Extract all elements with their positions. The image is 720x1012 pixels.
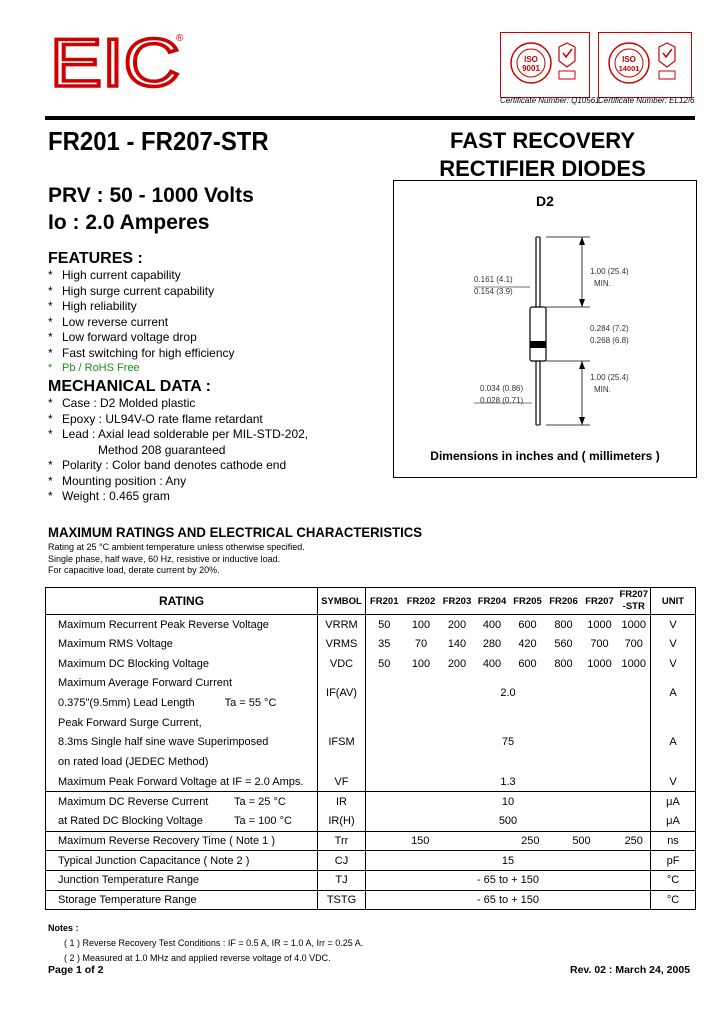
col-symbol: SYMBOL — [318, 588, 366, 615]
key-specs — [48, 182, 254, 236]
list-item: * High current capability — [48, 268, 181, 282]
col-fr207: FR207 — [585, 595, 614, 607]
mechanical-list — [48, 396, 308, 505]
ratings-table — [45, 587, 696, 910]
ratings-conditions: Rating at 25 °C ambient temperature unless otherwise specified. Single phase, half wave, 60 Hz, resistive or inductive load. For capacitive load, derate current by 20%. — [48, 542, 305, 575]
dim-lead-length-bottom: 1.00 (25.4) — [590, 373, 629, 382]
table-row: Maximum Recurrent Peak Reverse Voltage VRRM 50 100 200 400 600 800 1000 1000 V — [46, 615, 696, 635]
list-item: * Low forward voltage drop — [48, 330, 197, 344]
package-label: D2 — [536, 193, 554, 209]
dim-lead-length-top: 1.00 (25.4) — [590, 267, 629, 276]
dim-body-len-max: 0.284 (7.2) — [590, 324, 629, 333]
table-row: Maximum Average Forward Current IF(AV) 2.0 A — [46, 674, 696, 694]
table-row: Maximum DC Reverse Current Ta = 25 °C IR 10 μA — [46, 792, 696, 812]
table-row: Maximum Peak Forward Voltage at IF = 2.0 Amps. VF 1.3 V — [46, 772, 696, 792]
list-item: * Lead : Axial lead solderable per MIL-STD-202, — [48, 427, 309, 441]
dim-lead-dia-max: 0.034 (0.86) — [480, 384, 524, 393]
svg-text:14001: 14001 — [618, 64, 640, 73]
io-spec: Io : 2.0 Amperes — [48, 211, 210, 234]
table-row: Junction Temperature Range TJ - 65 to + 150 °C — [46, 870, 696, 890]
list-item: * Polarity : Color band denotes cathode end — [48, 458, 287, 472]
dim-body-dia-min: 0.154 (3.9) — [474, 287, 513, 296]
table-row: on rated load (JEDEC Method) — [58, 756, 209, 769]
dim-lead-min-top: MIN. — [594, 279, 611, 288]
rohs-item: * Pb / RoHS Free — [48, 362, 140, 374]
svg-text:9001: 9001 — [522, 64, 540, 73]
table-row: Maximum DC Blocking Voltage VDC 50 100 200 400 600 800 1000 1000 V — [46, 654, 696, 674]
dim-body-len-min: 0.268 (6.8) — [590, 336, 629, 345]
list-item: * Weight : 0.465 gram — [48, 489, 170, 503]
list-item: * High reliability — [48, 299, 137, 313]
note-2: ( 2 ) Measured at 1.0 MHz and applied reverse voltage of 4.0 VDC. — [64, 953, 331, 963]
product-type: FAST RECOVERY RECTIFIER DIODES — [439, 128, 646, 181]
col-fr203: FR203 — [442, 595, 472, 607]
col-unit: UNIT — [651, 588, 696, 615]
table-row: Peak Forward Surge Current, IFSM 75 A — [46, 713, 696, 733]
prv-spec: PRV : 50 - 1000 Volts — [48, 184, 254, 207]
header-rule — [45, 116, 695, 120]
dim-body-dia-max: 0.161 (4.1) — [474, 275, 513, 284]
col-fr204: FR204 — [477, 595, 507, 607]
list-item-cont: Method 208 guaranteed — [98, 442, 226, 457]
table-row: Maximum Reverse Recovery Time ( Note 1 ) Trr 150 250 500 250 ns — [46, 831, 696, 851]
page-number: Page 1 of 2 — [48, 964, 104, 976]
table-row: 0.375"(9.5mm) Lead Length Ta = 55 °C — [58, 697, 277, 710]
dim-lead-min-bottom: MIN. — [594, 385, 611, 394]
iso-9001-badge — [500, 32, 590, 98]
table-row: Storage Temperature Range TSTG - 65 to + 150 °C — [46, 890, 696, 910]
registered-mark: ® — [176, 33, 184, 44]
note-1: ( 1 ) Reverse Recovery Test Conditions : IF = 0.5 A, IR = 1.0 A, Irr = 0.25 A. — [64, 938, 364, 948]
dim-lead-dia-min: 0.028 (0.71) — [480, 396, 524, 405]
col-fr205: FR205 — [513, 595, 542, 607]
list-item: * Mounting position : Any — [48, 473, 187, 488]
features-list — [48, 268, 235, 377]
revision: Rev. 02 : March 24, 2005 — [570, 964, 691, 976]
iso-14001-badge — [598, 32, 692, 98]
svg-text:ISO: ISO — [524, 55, 538, 64]
mechanical-heading: MECHANICAL DATA : — [48, 378, 211, 395]
table-row: Typical Junction Capacitance ( Note 2 ) CJ 15 pF — [46, 851, 696, 871]
features-heading: FEATURES : — [48, 250, 143, 267]
list-item: * Case : D2 Molded plastic — [48, 396, 196, 410]
table-row: 8.3ms Single half sine wave Superimposed — [58, 736, 269, 749]
table-header-row — [46, 588, 696, 615]
col-rating: RATING — [158, 594, 205, 608]
list-item: * Epoxy : UL94V-O rate flame retardant — [48, 411, 263, 426]
col-fr206: FR206 — [549, 595, 578, 607]
cert-number-1: Certificate Number: Q10561 — [500, 96, 600, 105]
package-diagram — [393, 180, 697, 478]
notes — [48, 921, 363, 966]
diode-outline — [394, 181, 696, 477]
col-fr202: FR202 — [406, 595, 436, 607]
table-row: Maximum RMS Voltage VRMS 35 70 140 280 420 560 700 700 V — [46, 634, 696, 654]
svg-text:ISO: ISO — [622, 55, 636, 64]
list-item: * Low reverse current — [48, 314, 169, 329]
svg-text:EIC: EIC — [50, 28, 180, 98]
dimensions-caption: Dimensions in inches and ( millimeters ) — [430, 449, 660, 463]
list-item: * Fast switching for high efficiency — [48, 345, 235, 360]
col-fr201: FR201 — [366, 588, 403, 615]
part-number-title: FR201 - FR207-STR — [48, 126, 269, 156]
list-item: * High surge current capability — [48, 283, 215, 298]
table-row: at Rated DC Blocking Voltage Ta = 100 °C IR(H) 500 μA — [46, 811, 696, 831]
col-fr207-str: FR207 -STR — [619, 589, 648, 612]
notes-title: Notes : — [48, 923, 79, 933]
ratings-title: MAXIMUM RATINGS AND ELECTRICAL CHARACTERISTICS — [48, 524, 423, 540]
cert-number-2: Certificate Number: EL12/6 — [598, 96, 695, 105]
